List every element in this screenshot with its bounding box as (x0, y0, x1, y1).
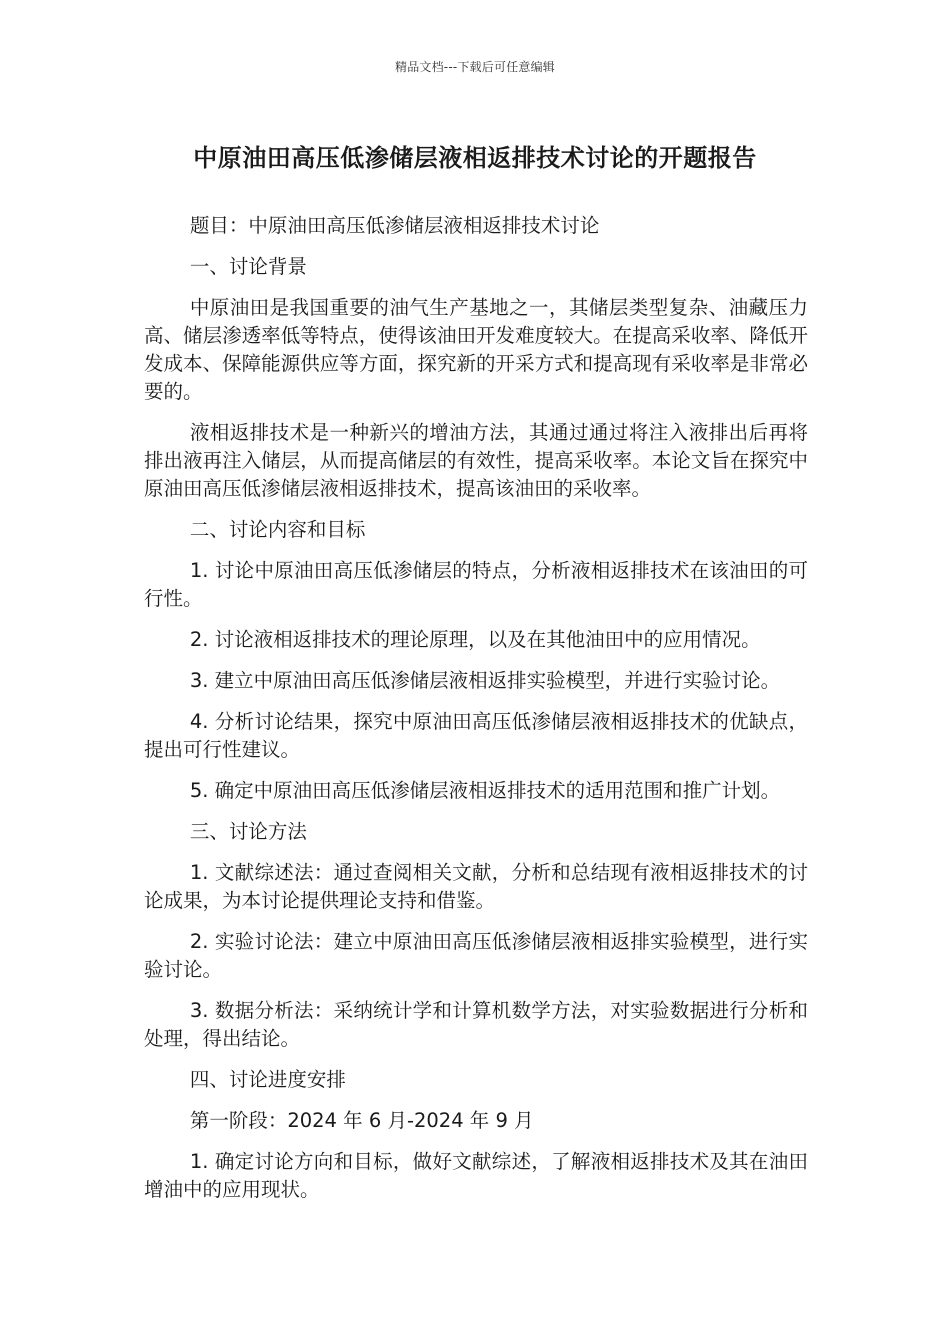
method-item-3: 3. 数据分析法：采纳统计学和计算机数学方法，对实验数据进行分析和处理，得出结论。 (144, 999, 808, 1050)
method-item-1: 1. 文献综述法：通过查阅相关文献，分析和总结现有液相返排技术的讨论成果，为本讨论提供理论支持和借鉴。 (144, 861, 808, 912)
section-heading-schedule: 四、讨论进度安排 (189, 1068, 346, 1091)
goal-item-3: 3. 建立中原油田高压低渗储层液相返排实验模型，并进行实验讨论。 (189, 669, 781, 692)
document-title: 中原油田高压低渗储层液相返排技术讨论的开题报告 (193, 144, 757, 172)
topic-line: 题目：中原油田高压低渗储层液相返排技术讨论 (189, 214, 600, 237)
goal-item-4: 4. 分析讨论结果，探究中原油田高压低渗储层液相返排技术的优缺点，提出可行性建议。 (144, 710, 808, 761)
document-body (144, 212, 808, 1217)
goal-item-5: 5. 确定中原油田高压低渗储层液相返排技术的适用范围和推广计划。 (189, 779, 781, 802)
method-item-2: 2. 实验讨论法：建立中原油田高压低渗储层液相返排实验模型，进行实验讨论。 (144, 930, 808, 981)
schedule-phase-1: 第一阶段：2024 年 6 月-2024 年 9 月 (189, 1109, 534, 1132)
header-note: 精品文档---下载后可任意编辑 (395, 60, 555, 74)
goal-item-1: 1. 讨论中原油田高压低渗储层的特点，分析液相返排技术在该油田的可行性。 (144, 559, 808, 610)
paragraph-background-2: 液相返排技术是一种新兴的增油方法，其通过通过将注入液排出后再将排出液再注入储层，从而提高储层的有效性，提高采收率。本论文旨在探究中原油田高压低渗储层液相返排技术，提高该油田的采收率。 (144, 421, 808, 500)
section-heading-background: 一、讨论背景 (189, 255, 307, 278)
schedule-item-1: 1. 确定讨论方向和目标，做好文献综述，了解液相返排技术及其在油田增油中的应用现状。 (144, 1150, 808, 1201)
section-heading-methods: 三、讨论方法 (189, 820, 307, 843)
section-heading-content-goals: 二、讨论内容和目标 (189, 518, 366, 541)
paragraph-background-1: 中原油田是我国重要的油气生产基地之一，其储层类型复杂、油藏压力高、储层渗透率低等特点，使得该油田开发难度较大。在提高采收率、降低开发成本、保障能源供应等方面，探究新的开采方式和提高现有采收率是非常必要的。 (144, 296, 808, 403)
goal-item-2: 2. 讨论液相返排技术的理论原理，以及在其他油田中的应用情况。 (189, 628, 761, 651)
